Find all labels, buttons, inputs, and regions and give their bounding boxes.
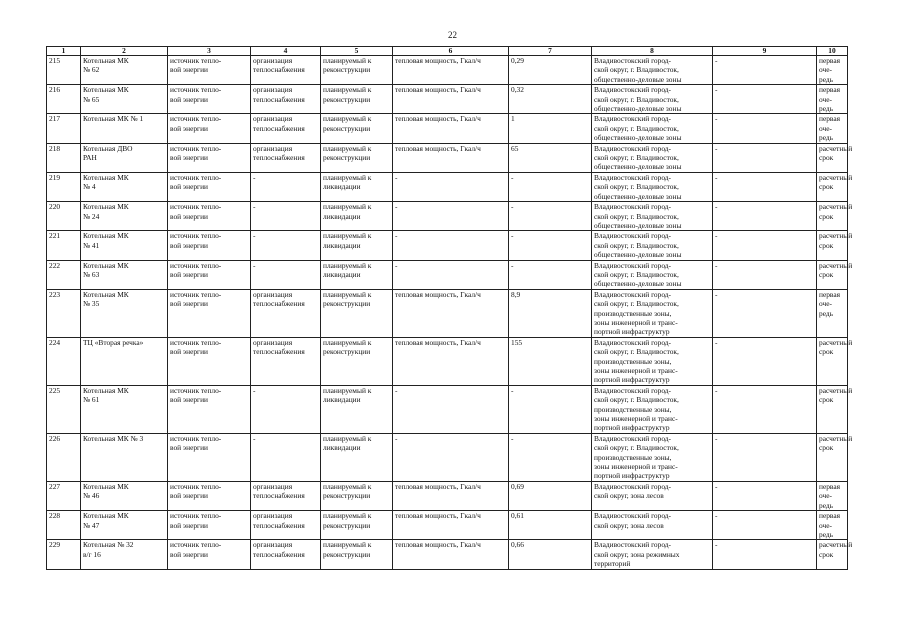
row-number-cell: 221 [47, 231, 81, 260]
object-name-cell: Котельная МК № 65 [81, 85, 168, 114]
object-status-cell: планируемый к реконструкции [321, 85, 393, 114]
characteristic-cell: тепловая мощность, Гкал/ч [393, 143, 509, 172]
zone-info-cell: - [713, 540, 817, 569]
header-cell: 2 [81, 47, 168, 56]
zone-info-cell: - [713, 385, 817, 433]
implementation-term-cell: расчетный срок [817, 385, 848, 433]
table-row [47, 172, 848, 201]
object-type-cell: источник тепло- вой энергии [168, 85, 251, 114]
table-row [47, 85, 848, 114]
characteristic-value-cell: - [509, 172, 592, 201]
row-number-cell: 223 [47, 289, 81, 337]
location-cell: Владивостокский город- ской округ, зона лесов [592, 511, 713, 540]
object-owner-cell: организация теплоснабжения [251, 85, 321, 114]
location-cell: Владивостокский город- ской округ, г. Владивосток, общественно-деловые зоны [592, 85, 713, 114]
table-row [47, 540, 848, 569]
object-name-cell: Котельная МК № 1 [81, 114, 168, 143]
object-status-cell: планируемый к ликвидации [321, 433, 393, 481]
row-number-cell: 228 [47, 511, 81, 540]
characteristic-cell: тепловая мощность, Гкал/ч [393, 481, 509, 510]
implementation-term-cell: расчетный срок [817, 540, 848, 569]
object-status-cell: планируемый к реконструкции [321, 540, 393, 569]
header-cell: 10 [817, 47, 848, 56]
object-name-cell: Котельная МК № 24 [81, 202, 168, 231]
table-row [47, 511, 848, 540]
location-cell: Владивостокский город- ской округ, г. Владивосток, общественно-деловые зоны [592, 56, 713, 85]
location-cell: Владивостокский город- ской округ, г. Владивосток, производственные зоны, зоны инженерной и транс- портной инфраструктур [592, 289, 713, 337]
location-cell: Владивостокский город- ской округ, г. Владивосток, производственные зоны, зоны инженерной и транс- портной инфраструктур [592, 337, 713, 385]
zone-info-cell: - [713, 511, 817, 540]
object-status-cell: планируемый к реконструкции [321, 143, 393, 172]
characteristic-value-cell: 0,66 [509, 540, 592, 569]
characteristic-cell: - [393, 202, 509, 231]
location-cell: Владивостокский город- ской округ, г. Владивосток, общественно-деловые зоны [592, 231, 713, 260]
object-name-cell: Котельная МК № 61 [81, 385, 168, 433]
zone-info-cell: - [713, 85, 817, 114]
zone-info-cell: - [713, 143, 817, 172]
object-type-cell: источник тепло- вой энергии [168, 289, 251, 337]
characteristic-value-cell: - [509, 231, 592, 260]
implementation-term-cell: первая оче- редь [817, 511, 848, 540]
table-row [47, 114, 848, 143]
characteristic-value-cell: 0,61 [509, 511, 592, 540]
header-cell: 5 [321, 47, 393, 56]
header-cell: 3 [168, 47, 251, 56]
object-type-cell: источник тепло- вой энергии [168, 260, 251, 289]
table-row [47, 231, 848, 260]
page-number: 22 [448, 30, 457, 40]
row-number-cell: 229 [47, 540, 81, 569]
object-status-cell: планируемый к ликвидации [321, 260, 393, 289]
characteristic-cell: - [393, 231, 509, 260]
table-row [47, 385, 848, 433]
object-type-cell: источник тепло- вой энергии [168, 511, 251, 540]
characteristic-value-cell: 0,29 [509, 56, 592, 85]
object-owner-cell: организация теплоснабжения [251, 289, 321, 337]
implementation-term-cell: первая оче- редь [817, 481, 848, 510]
zone-info-cell: - [713, 433, 817, 481]
object-status-cell: планируемый к реконструкции [321, 511, 393, 540]
row-number-cell: 216 [47, 85, 81, 114]
implementation-term-cell: расчетный срок [817, 143, 848, 172]
object-owner-cell: - [251, 202, 321, 231]
characteristic-cell: тепловая мощность, Гкал/ч [393, 337, 509, 385]
object-type-cell: источник тепло- вой энергии [168, 337, 251, 385]
implementation-term-cell: расчетный срок [817, 337, 848, 385]
table-row [47, 56, 848, 85]
implementation-term-cell: первая оче- редь [817, 114, 848, 143]
implementation-term-cell: первая оче- редь [817, 289, 848, 337]
row-number-cell: 215 [47, 56, 81, 85]
object-owner-cell: - [251, 172, 321, 201]
object-name-cell: Котельная МК № 62 [81, 56, 168, 85]
object-status-cell: планируемый к ликвидации [321, 172, 393, 201]
zone-info-cell: - [713, 289, 817, 337]
object-type-cell: источник тепло- вой энергии [168, 143, 251, 172]
object-owner-cell: - [251, 385, 321, 433]
object-type-cell: источник тепло- вой энергии [168, 433, 251, 481]
table-row [47, 289, 848, 337]
location-cell: Владивостокский город- ской округ, зона режимных территорий [592, 540, 713, 569]
characteristic-cell: - [393, 172, 509, 201]
row-number-cell: 225 [47, 385, 81, 433]
object-owner-cell: организация теплоснабжения [251, 337, 321, 385]
object-status-cell: планируемый к реконструкции [321, 337, 393, 385]
zone-info-cell: - [713, 172, 817, 201]
location-cell: Владивостокский город- ской округ, г. Владивосток, общественно-деловые зоны [592, 172, 713, 201]
header-cell: 9 [713, 47, 817, 56]
zone-info-cell: - [713, 337, 817, 385]
row-number-cell: 220 [47, 202, 81, 231]
object-owner-cell: организация теплоснабжения [251, 56, 321, 85]
object-owner-cell: организация теплоснабжения [251, 540, 321, 569]
object-status-cell: планируемый к реконструкции [321, 56, 393, 85]
characteristic-cell: тепловая мощность, Гкал/ч [393, 56, 509, 85]
object-status-cell: планируемый к реконструкции [321, 114, 393, 143]
header-row [47, 47, 848, 56]
object-type-cell: источник тепло- вой энергии [168, 481, 251, 510]
characteristic-cell: тепловая мощность, Гкал/ч [393, 540, 509, 569]
object-owner-cell: организация теплоснабжения [251, 511, 321, 540]
characteristic-value-cell: 1 [509, 114, 592, 143]
characteristic-cell: - [393, 260, 509, 289]
row-number-cell: 227 [47, 481, 81, 510]
object-type-cell: источник тепло- вой энергии [168, 172, 251, 201]
header-cell: 1 [47, 47, 81, 56]
object-status-cell: планируемый к ликвидации [321, 385, 393, 433]
object-name-cell: Котельная МК № 63 [81, 260, 168, 289]
location-cell: Владивостокский город- ской округ, зона лесов [592, 481, 713, 510]
table-row [47, 481, 848, 510]
object-owner-cell: организация теплоснабжения [251, 114, 321, 143]
table-row [47, 433, 848, 481]
characteristic-cell: тепловая мощность, Гкал/ч [393, 85, 509, 114]
implementation-term-cell: первая оче- редь [817, 56, 848, 85]
characteristic-value-cell: 8,9 [509, 289, 592, 337]
object-owner-cell: организация теплоснабжения [251, 143, 321, 172]
characteristic-value-cell: - [509, 385, 592, 433]
object-owner-cell: - [251, 433, 321, 481]
header-cell: 8 [592, 47, 713, 56]
object-name-cell: Котельная МК № 46 [81, 481, 168, 510]
implementation-term-cell: расчетный срок [817, 260, 848, 289]
object-name-cell: Котельная МК № 41 [81, 231, 168, 260]
characteristic-cell: - [393, 433, 509, 481]
zone-info-cell: - [713, 260, 817, 289]
characteristic-cell: тепловая мощность, Гкал/ч [393, 511, 509, 540]
characteristic-cell: тепловая мощность, Гкал/ч [393, 114, 509, 143]
characteristic-value-cell: - [509, 260, 592, 289]
implementation-term-cell: расчетный срок [817, 172, 848, 201]
implementation-term-cell: расчетный срок [817, 433, 848, 481]
object-type-cell: источник тепло- вой энергии [168, 56, 251, 85]
header-cell: 4 [251, 47, 321, 56]
row-number-cell: 226 [47, 433, 81, 481]
row-number-cell: 222 [47, 260, 81, 289]
location-cell: Владивостокский город- ской округ, г. Владивосток, общественно-деловые зоны [592, 260, 713, 289]
zone-info-cell: - [713, 231, 817, 260]
object-name-cell: Котельная МК № 4 [81, 172, 168, 201]
object-status-cell: планируемый к ликвидации [321, 202, 393, 231]
header-cell: 7 [509, 47, 592, 56]
table-row [47, 202, 848, 231]
row-number-cell: 219 [47, 172, 81, 201]
characteristic-cell: тепловая мощность, Гкал/ч [393, 289, 509, 337]
characteristic-value-cell: - [509, 433, 592, 481]
object-owner-cell: - [251, 260, 321, 289]
object-name-cell: Котельная МК № 35 [81, 289, 168, 337]
row-number-cell: 218 [47, 143, 81, 172]
object-name-cell: Котельная МК № 47 [81, 511, 168, 540]
header-cell: 6 [393, 47, 509, 56]
object-type-cell: источник тепло- вой энергии [168, 114, 251, 143]
characteristic-value-cell: - [509, 202, 592, 231]
object-type-cell: источник тепло- вой энергии [168, 202, 251, 231]
zone-info-cell: - [713, 481, 817, 510]
location-cell: Владивостокский город- ской округ, г. Владивосток, производственные зоны, зоны инженерной и транс- портной инфраструктур [592, 433, 713, 481]
object-type-cell: источник тепло- вой энергии [168, 385, 251, 433]
object-name-cell: ТЦ «Вторая речка» [81, 337, 168, 385]
table-header [47, 47, 848, 56]
object-status-cell: планируемый к реконструкции [321, 289, 393, 337]
characteristic-cell: - [393, 385, 509, 433]
object-status-cell: планируемый к ликвидации [321, 231, 393, 260]
implementation-term-cell: первая оче- редь [817, 85, 848, 114]
object-owner-cell: - [251, 231, 321, 260]
characteristic-value-cell: 0,69 [509, 481, 592, 510]
table-body [47, 56, 853, 570]
characteristic-value-cell: 65 [509, 143, 592, 172]
row-number-cell: 224 [47, 337, 81, 385]
zone-info-cell: - [713, 202, 817, 231]
location-cell: Владивостокский город- ской округ, г. Владивосток, общественно-деловые зоны [592, 143, 713, 172]
implementation-term-cell: расчетный срок [817, 231, 848, 260]
table-row [47, 260, 848, 289]
zone-info-cell: - [713, 56, 817, 85]
object-name-cell: Котельная № 32 в/г 16 [81, 540, 168, 569]
object-name-cell: Котельная МК № 3 [81, 433, 168, 481]
table-row [47, 337, 848, 385]
object-name-cell: Котельная ДВО РАН [81, 143, 168, 172]
location-cell: Владивостокский город- ской округ, г. Владивосток, производственные зоны, зоны инженерной и транс- портной инфраструктур [592, 385, 713, 433]
object-type-cell: источник тепло- вой энергии [168, 231, 251, 260]
zone-info-cell: - [713, 114, 817, 143]
characteristic-value-cell: 0,32 [509, 85, 592, 114]
object-type-cell: источник тепло- вой энергии [168, 540, 251, 569]
row-number-cell: 217 [47, 114, 81, 143]
location-cell: Владивостокский город- ской округ, г. Владивосток, общественно-деловые зоны [592, 114, 713, 143]
objects-table [46, 46, 853, 570]
table-row [47, 143, 848, 172]
characteristic-value-cell: 155 [509, 337, 592, 385]
object-status-cell: планируемый к реконструкции [321, 481, 393, 510]
location-cell: Владивостокский город- ской округ, г. Владивосток, общественно-деловые зоны [592, 202, 713, 231]
implementation-term-cell: расчетный срок [817, 202, 848, 231]
object-owner-cell: организация теплоснабжения [251, 481, 321, 510]
